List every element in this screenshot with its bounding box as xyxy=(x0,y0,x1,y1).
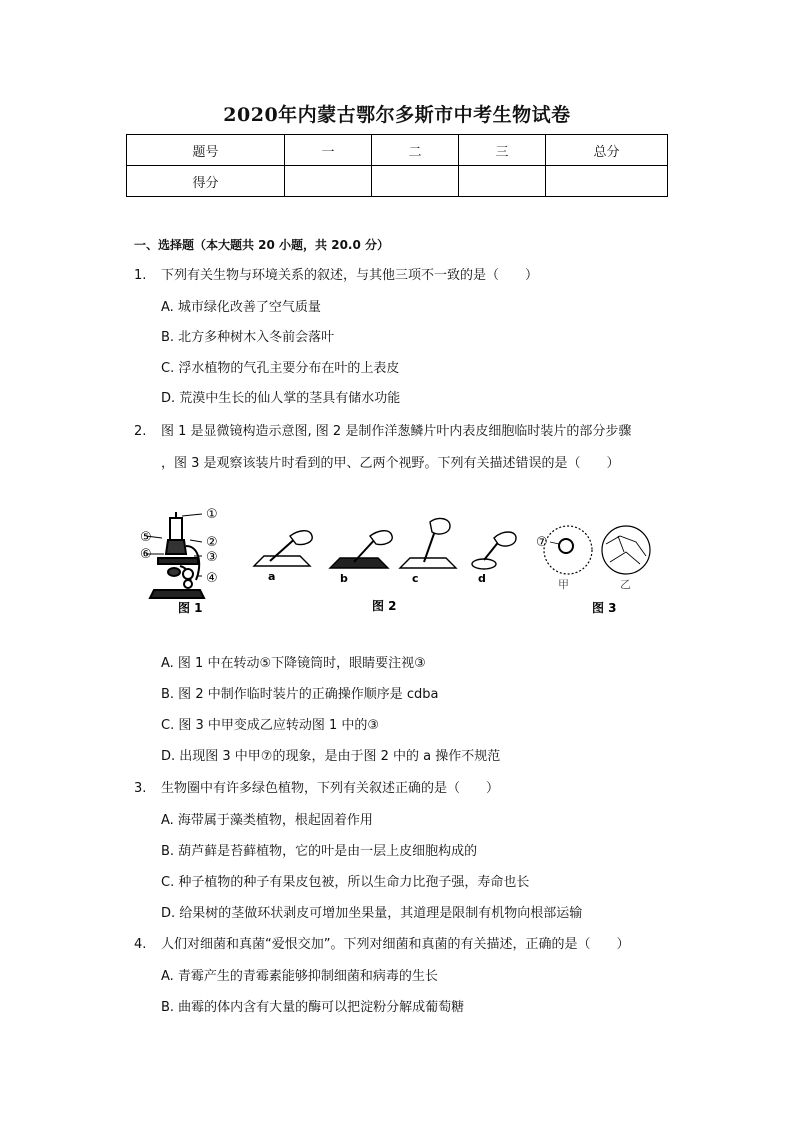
question-number: 4. xyxy=(134,937,147,952)
section-heading: 一、选择题（本大题共 20 小题，共 20.0 分） xyxy=(134,238,390,252)
score-row-label: 得分 xyxy=(127,166,285,197)
question-3 xyxy=(134,781,499,797)
question-1 xyxy=(134,268,538,284)
fig3-caption: 图 3 xyxy=(592,601,617,615)
fig3-view-yi: 乙 xyxy=(620,578,631,591)
score-header-cell: 一 xyxy=(285,135,372,166)
question-4 xyxy=(134,937,629,953)
score-cell xyxy=(372,166,459,197)
question-stem: 生物圈中有许多绿色植物，下列有关叙述正确的是（ ） xyxy=(161,781,500,796)
option-b: B. 葫芦藓是苔藓植物，它的叶是由一层上皮细胞构成的 xyxy=(161,844,478,859)
question-stem: 图 1 是显微镜构造示意图, 图 2 是制作洋葱鳞片叶内表皮细胞临时装片的部分步骤 xyxy=(161,424,632,439)
score-header-cell: 题号 xyxy=(127,135,285,166)
document-title: 2020年内蒙古鄂尔多斯市中考生物试卷 xyxy=(223,104,571,126)
score-table xyxy=(126,134,668,197)
option-a: A. 海带属于藻类植物，根起固着作用 xyxy=(161,813,373,828)
question-stem: 人们对细菌和真菌“爱恨交加”。下列对细菌和真菌的有关描述，正确的是（ ） xyxy=(161,937,630,952)
option-d: D. 出现图 3 中甲⑦的现象，是由于图 2 中的 a 操作不规范 xyxy=(161,749,501,764)
score-cell xyxy=(546,166,668,197)
score-table-header-row xyxy=(127,135,668,166)
score-table-score-row xyxy=(127,166,668,197)
fig2-step-a: a xyxy=(268,570,276,583)
question-stem-continued: ，图 3 是观察该装片时看到的甲、乙两个视野。下列有关描述错误的是（ ） xyxy=(161,456,620,471)
fig1-label-6: ⑥ xyxy=(140,547,152,562)
option-c: C. 浮水植物的气孔主要分布在叶的上表皮 xyxy=(161,361,400,376)
option-b: B. 曲霉的体内含有大量的酶可以把淀粉分解成葡萄糖 xyxy=(161,1000,465,1015)
fig3-marker: ⑦ xyxy=(536,535,548,550)
fig1-label-3: ③ xyxy=(206,550,218,565)
option-c: C. 种子植物的种子有果皮包被，所以生命力比孢子强，寿命也长 xyxy=(161,875,530,890)
score-cell xyxy=(285,166,372,197)
score-cell xyxy=(459,166,546,197)
fig2-step-c: c xyxy=(412,572,419,585)
question-2 xyxy=(134,424,631,440)
fig1-label-5: ⑤ xyxy=(140,530,152,545)
score-header-cell: 二 xyxy=(372,135,459,166)
option-d: D. 荒漠中生长的仙人掌的茎具有储水功能 xyxy=(161,391,401,406)
microscope-views xyxy=(544,526,650,574)
fig1-label-2: ② xyxy=(206,535,218,550)
slide-steps-illustration xyxy=(254,519,516,569)
microscope-illustration xyxy=(146,512,204,598)
option-b: B. 北方多种树木入冬前会落叶 xyxy=(161,330,335,345)
question-stem: 下列有关生物与环境关系的叙述，与其他三项不一致的是（ ） xyxy=(161,268,539,283)
question-number: 3. xyxy=(134,781,147,796)
question-number: 2. xyxy=(134,424,147,439)
score-header-cell: 三 xyxy=(459,135,546,166)
microscope-figure xyxy=(140,506,660,618)
score-header-cell: 总分 xyxy=(546,135,668,166)
fig1-label-4: ④ xyxy=(206,571,218,586)
fig2-caption: 图 2 xyxy=(372,599,397,613)
fig2-step-b: b xyxy=(340,572,348,585)
option-c: C. 图 3 中甲变成乙应转动图 1 中的③ xyxy=(161,718,380,733)
option-a: A. 青霉产生的青霉素能够抑制细菌和病毒的生长 xyxy=(161,969,438,984)
fig1-label-1: ① xyxy=(206,507,218,522)
option-d: D. 给果树的茎做环状剥皮可增加坐果量，其道理是限制有机物向根部运输 xyxy=(161,906,583,921)
fig3-view-jia: 甲 xyxy=(558,578,569,591)
fig1-caption: 图 1 xyxy=(178,601,203,615)
question-number: 1. xyxy=(134,268,147,283)
option-a: A. 图 1 中在转动⑤下降镜筒时，眼睛要注视③ xyxy=(161,656,426,671)
option-a: A. 城市绿化改善了空气质量 xyxy=(161,300,321,315)
fig2-step-d: d xyxy=(478,572,486,585)
option-b: B. 图 2 中制作临时装片的正确操作顺序是 cdba xyxy=(161,687,439,702)
